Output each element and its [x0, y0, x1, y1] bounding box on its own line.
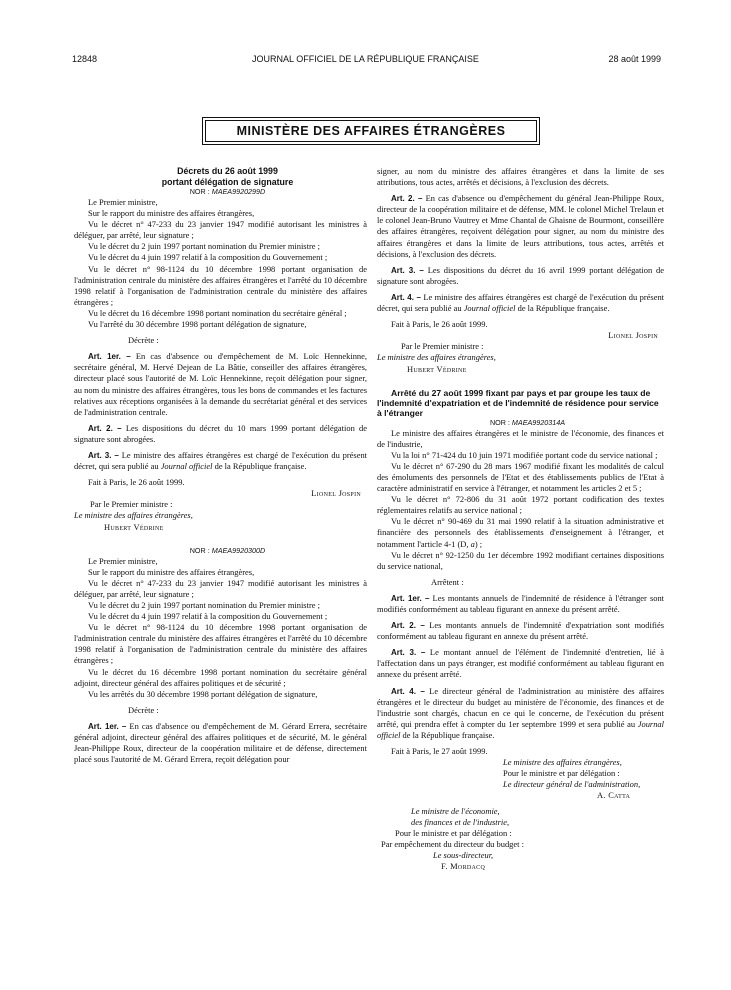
signature-date: Fait à Paris, le 26 août 1999. — [391, 319, 488, 330]
article-3 — [74, 450, 367, 472]
article-label: Art. 2. – — [88, 423, 122, 433]
ministry-heading-box — [202, 117, 540, 145]
decrees-subtitle: portant délégation de signature — [161, 176, 294, 187]
article-label: Art. 3. – — [391, 648, 426, 658]
article-text: En cas d'absence ou d'empêchement de M. Loïc Hennekinne, secrétaire général, M. Hervé Dejean de La Bâtie, conseiller des affaires étrangères, directeur placé sous l'autorité de M. Loïc Hennekinne, reçoit délégation pour signer, au nom du ministre des affaires étrangères, tous les bons de commandes et les factures relatives aux réceptions organisées à la demande du secrétariat général et des services de l'administration centrale. — [74, 351, 367, 417]
article-text: Le ministre des affaires étrangères est chargé de l'exécution du présent décret, qui sera publié au — [377, 291, 665, 314]
paragraph: Vu le décret n° 98-1124 du 10 décembre 1998 portant organisation de l'administration centrale du ministère des affaires étrangères et l'arrêté du 10 décembre 1998 relatif à l'organisation de l'administration centrale du ministère des affaires étrangères ; — [74, 622, 367, 666]
signature-line: des finances et de l'industrie, — [411, 816, 510, 827]
signature-line: Le sous-directeur, — [433, 849, 494, 860]
paragraph: Vu le décret n° 92-1250 du 1er décembre 1992 modifiant certaines dispositions du service national, — [377, 549, 664, 571]
nor-code: MAEA9920300D — [211, 545, 266, 555]
article-text: Le directeur général de l'administration au ministère des affaires étrangères et le directeur du budget au ministère de l'économie, des finances et de l'industrie sont chargés, chacun en ce qui le concerne, de l'exécution du présent arrêté, qui prendra effet à compter du 1er septembre 1999 et sera publié au — [377, 685, 664, 729]
signer-name: F. Mordacq — [441, 860, 486, 871]
paragraph: Le ministre des affaires étrangères et le ministre de l'économie, des finances et de l'industrie, — [377, 427, 664, 449]
paragraph: Vu le décret du 2 juin 1997 portant nomination du Premier ministre ; — [88, 600, 320, 610]
nor-prefix: NOR : — [489, 417, 512, 427]
minister-name: Hubert Védrine — [407, 363, 467, 374]
minister-name: Hubert Védrine — [104, 521, 164, 532]
paragraph — [377, 516, 664, 549]
paragraph: Vu le décret du 2 juin 1997 portant nomination du Premier ministre ; — [88, 241, 320, 252]
article-1 — [74, 721, 367, 765]
page-number: 12848 — [72, 54, 98, 64]
nor-reference-3 — [377, 418, 664, 428]
paragraph: Sur le rapport du ministre des affaires étrangères, — [88, 566, 255, 577]
paragraph: Le Premier ministre, — [88, 555, 158, 566]
paragraph: Vu le décret n° 72-806 du 31 août 1972 portant codification des textes réglementaires relatifs au service national ; — [377, 494, 664, 516]
signature-line: Par le Premier ministre : — [90, 499, 173, 510]
ministry-heading: MINISTÈRE DES AFFAIRES ÉTRANGÈRES — [205, 120, 537, 142]
minister-title: Le ministre des affaires étrangères, — [377, 352, 496, 363]
article-text: Les dispositions du décret du 10 mars 1999 portant délégation de signature sont abrogées. — [74, 422, 368, 444]
article-label: Art. 1er. – — [88, 721, 127, 731]
nor-reference-1 — [74, 187, 367, 197]
paragraph: Vu le décret n° 67-290 du 28 mars 1967 modifié fixant les modalités de calcul des émoluments des personnels de l'Etat et des établissements publics de l'Etat à caractère administratif en service à l'étranger, et notamment les articles 2 et 5 ; — [377, 460, 664, 494]
article-label: Art. 2. – — [391, 194, 423, 204]
paragraph: Vu le décret n° 47-233 du 23 janvier 1947 modifié autorisant les ministres à déléguer, par arrêté, leur signature ; — [74, 577, 367, 599]
signature-line: Le ministre des affaires étrangères, — [503, 757, 622, 768]
signature-line: Le directeur général de l'administration, — [503, 779, 641, 790]
article-2 — [74, 423, 367, 445]
right-column — [377, 166, 664, 872]
paragraph-text: ) ; — [474, 538, 483, 549]
article-text: Le ministre des affaires étrangères est chargé de l'exécution du présent décret, qui sera publié au — [74, 449, 368, 472]
article-label: Art. 3. – — [88, 450, 119, 460]
signer-name: A. Catta — [597, 790, 631, 801]
signature-line: Pour le ministre et par délégation : — [395, 827, 512, 838]
signature-date: Fait à Paris, le 27 août 1999. — [391, 746, 488, 757]
article-3 — [377, 647, 664, 680]
decrete-heading: Décrète : — [128, 335, 159, 346]
signature-line: Pour le ministre et par délégation : — [503, 768, 620, 779]
article-1 — [74, 351, 367, 418]
issue-date: 28 août 1999 — [608, 54, 661, 64]
article-text: de la République française. — [400, 729, 495, 740]
article-4 — [377, 686, 664, 741]
paragraph: Vu le décret du 4 juin 1997 relatif à la composition du Gouvernement ; — [88, 611, 328, 622]
article-label: Art. 3. – — [391, 265, 424, 275]
journal-name: Journal officiel — [463, 303, 516, 314]
signature-line: Par le Premier ministre : — [401, 341, 484, 352]
journal-name: Journal officiel — [377, 718, 664, 740]
article-4 — [377, 292, 664, 314]
journal-name: Journal officiel — [160, 461, 213, 472]
nor-prefix: NOR : — [189, 187, 212, 196]
paragraph: Vu la loi n° 71-424 du 10 juin 1971 modifiée portant code du service national ; — [391, 449, 658, 460]
paragraph: Vu les arrêtés du 30 décembre 1998 portant délégation de signature, — [88, 688, 318, 699]
paragraph: signer, au nom du ministre des affaires étrangères et dans la limite de ses attributions, tous actes, arrêtés et décisions, à l'exclusion des décrets. — [377, 166, 664, 188]
paragraph: Vu le décret n° 98-1124 du 10 décembre 1998 portant organisation de l'administration centrale du ministère des affaires étrangères et l'arrêté du 10 décembre 1998 relatif à l'organisation de l'administration centrale du ministère des affaires étrangères ; — [74, 263, 367, 307]
signer-name: Lionel Jospin — [608, 330, 658, 341]
signer-name: Lionel Jospin — [311, 488, 361, 499]
paragraph: Sur le rapport du ministre des affaires étrangères, — [88, 208, 255, 219]
article-label: Art. 4. – — [391, 292, 421, 302]
left-column — [74, 166, 367, 765]
article-2 — [377, 193, 664, 260]
article-label: Art. 4. – — [391, 686, 425, 696]
nor-reference-2 — [74, 546, 367, 556]
paragraph: Vu le décret du 4 juin 1997 relatif à la composition du Gouvernement ; — [88, 252, 328, 263]
article-text: En cas d'absence ou d'empêchement de M. Gérard Errera, secrétaire général adjoint, directeur général des affaires politiques et de sécurité, M. le général Jean-Philippe Roux, directeur de la coopération militaire et de défense, directement placé sous l'autorité de M. Gérard Errera, reçoit délégation pour — [74, 720, 367, 765]
decrete-heading: Décrète : — [128, 704, 159, 715]
nor-code: MAEA9920299D — [211, 187, 266, 196]
journal-title: JOURNAL OFFICIEL DE LA RÉPUBLIQUE FRANÇAISE — [252, 54, 479, 64]
article-text: de la République française. — [515, 303, 610, 314]
article-1 — [377, 593, 664, 615]
nor-code: MAEA9920314A — [511, 417, 566, 427]
paragraph: Le Premier ministre, — [88, 197, 158, 207]
decrees-title: Décrets du 26 août 1999 — [177, 166, 278, 176]
paragraph: Vu le décret du 16 décembre 1998 portant nomination du secrétaire général ; — [88, 307, 347, 318]
minister-title: Le ministre des affaires étrangères, — [74, 510, 193, 521]
signature-line: Par empêchement du directeur du budget : — [381, 838, 524, 849]
arrete-title: Arrêté du 27 août 1999 fixant par pays et par groupe les taux de l'indemnité d'expatriation et de l'indemnité de résidence pour service à l'étranger — [377, 387, 659, 418]
signature-date: Fait à Paris, le 26 août 1999. — [88, 477, 185, 488]
article-text: En cas d'absence ou d'empêchement du général Jean-Philippe Roux, directeur de la coopération militaire et de défense, MM. le colonel Michel Trelaun et le colonel Jean-Bruno Vautrey et Mme Chantal de Ghaisne de Bourmont, conseillère des affaires étrangères, reçoivent délégation pour signer, au nom du ministre des affaires étrangères et dans la limite de leurs attributions, tous actes, arrêtés et décisions, à l'exclusion des décrets. — [377, 193, 665, 259]
article-text: Les dispositions du décret du 16 avril 1999 portant délégation de signature sont abrogées. — [377, 264, 664, 286]
paragraph: Vu l'arrêté du 30 décembre 1998 portant délégation de signature, — [88, 319, 307, 330]
article-label: Art. 1er. – — [88, 352, 131, 362]
arretent-heading: Arrêtent : — [431, 576, 464, 587]
article-text: Les montants annuels de l'indemnité d'expatriation sont modifiés conformément au tableau figurant en annexe du présent arrêté. — [377, 620, 665, 642]
article-2 — [377, 620, 664, 642]
article-label: Art. 2. – — [391, 621, 425, 631]
article-text: de la République française. — [212, 461, 307, 472]
article-label: Art. 1er. – — [391, 593, 430, 603]
article-text: Les montants annuels de l'indemnité de résidence à l'étranger sont modifiés conformément au tableau figurant en annexe du présent arrêté. — [377, 592, 665, 614]
article-3 — [377, 265, 664, 287]
signature-line: Le ministre de l'économie, — [411, 805, 500, 816]
paragraph-text: Vu le décret n° 90-469 du 31 mai 1990 relatif à la situation administrative et financière des personnels des établissements d'enseignement à l'étranger, et notamment l'article 4-1 (D, — [377, 516, 664, 549]
paragraph-text: a — [470, 538, 475, 549]
paragraph: Vu le décret n° 47-233 du 23 janvier 1947 modifié autorisant les ministres à déléguer, par arrêté, leur signature ; — [74, 219, 367, 241]
paragraph: Vu le décret du 16 décembre 1998 portant nomination du secrétaire général adjoint, directeur général des affaires politiques et de sécurité ; — [74, 666, 367, 688]
nor-prefix: NOR : — [189, 545, 212, 555]
article-text: Le montant annuel de l'élément de l'indemnité d'entretien, lié à l'affectation dans un pays étranger, est modifié conformément au tableau figurant en annexe du présent arrêté. — [377, 647, 665, 680]
